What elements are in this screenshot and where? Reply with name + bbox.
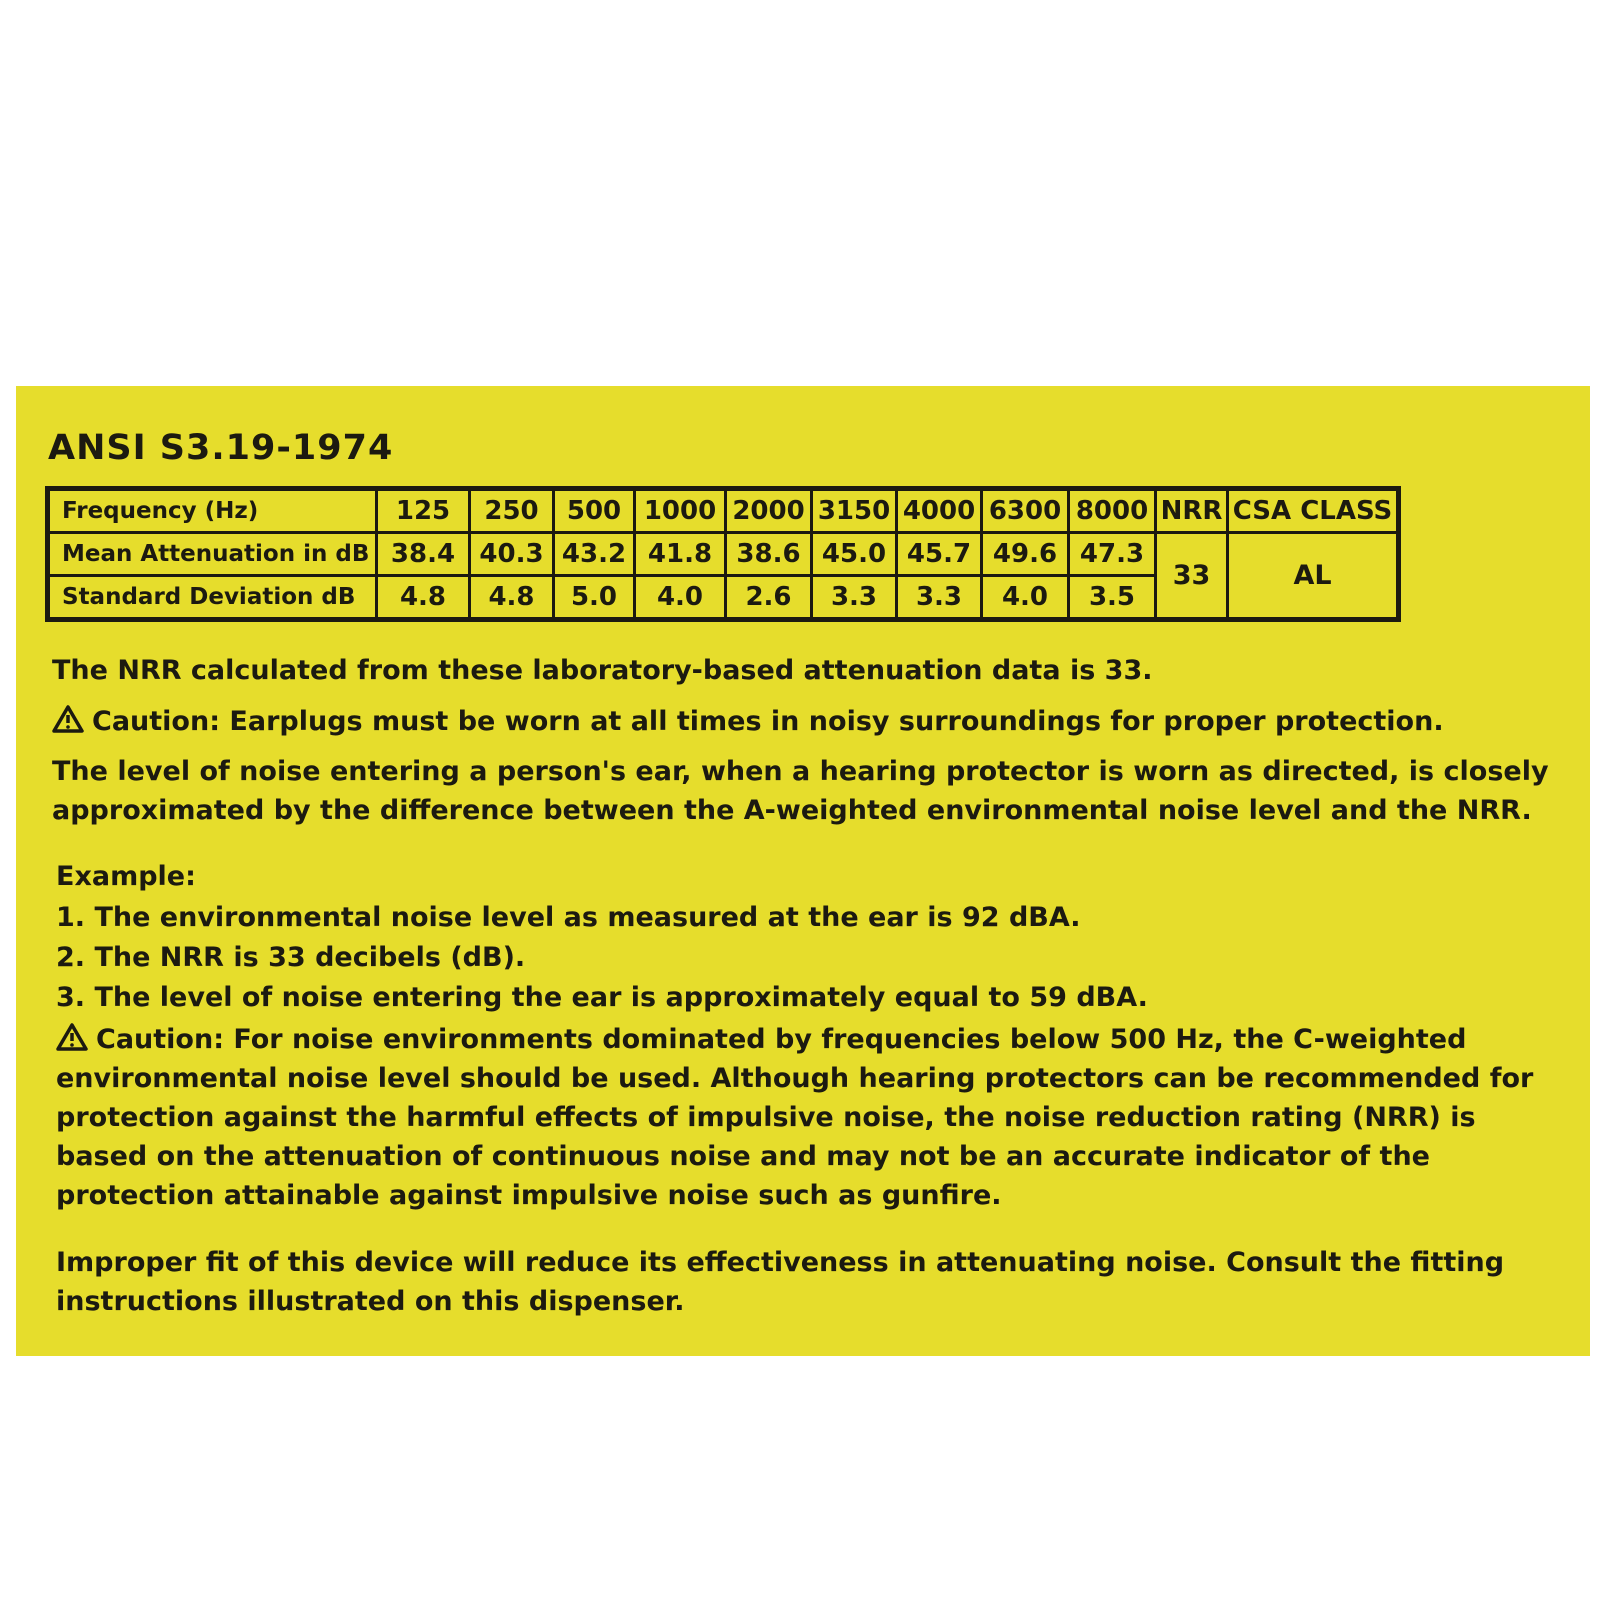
sd-value-cell: 3.5: [1069, 576, 1156, 620]
sd-value-cell: 5.0: [554, 576, 635, 620]
frequency-label: Frequency (Hz): [48, 489, 377, 533]
mean-value-cell: 45.0: [812, 533, 897, 576]
warning-triangle-icon: [52, 705, 84, 733]
sd-value-cell: 4.8: [377, 576, 470, 620]
frequency-cell: 125: [377, 489, 470, 533]
caution-impulsive-noise: [56, 1020, 1566, 1215]
mean-value-cell: 41.8: [635, 533, 726, 576]
nrr-statement: The NRR calculated from these laboratory-based attenuation data is 33.: [52, 655, 1153, 686]
nrr-header: NRR: [1156, 489, 1228, 533]
mean-value-cell: 38.6: [726, 533, 812, 576]
frequency-cell: 2000: [726, 489, 812, 533]
instruction-label: [16, 386, 1590, 1356]
mean-value-cell: 38.4: [377, 533, 470, 576]
mean-attenuation-label: Mean Attenuation in dB: [48, 533, 377, 576]
example-heading: Example:: [56, 861, 196, 892]
example-item: 3. The level of noise entering the ear is approximately equal to 59 dBA.: [56, 982, 1148, 1013]
standard-title: ANSI S3.19-1974: [48, 428, 394, 468]
sd-value-cell: 3.3: [897, 576, 982, 620]
sd-value-cell: 3.3: [812, 576, 897, 620]
csa-class-value: AL: [1228, 533, 1399, 620]
mean-value-cell: 45.7: [897, 533, 982, 576]
csa-class-header: CSA CLASS: [1228, 489, 1399, 533]
frequency-cell: 250: [470, 489, 554, 533]
frequency-cell: 500: [554, 489, 635, 533]
frequency-cell: 8000: [1069, 489, 1156, 533]
mean-attenuation-row: [48, 533, 1399, 576]
frequency-cell: 3150: [812, 489, 897, 533]
mean-value-cell: 47.3: [1069, 533, 1156, 576]
sd-value-cell: 4.0: [635, 576, 726, 620]
standard-deviation-label: Standard Deviation dB: [48, 576, 377, 620]
sd-value-cell: 2.6: [726, 576, 812, 620]
frequency-cell: 1000: [635, 489, 726, 533]
caution-earplugs: [52, 702, 1562, 741]
noise-level-paragraph: The level of noise entering a person's ear, when a hearing protector is worn as directed, is closely approximated by the difference between the A-weighted environmental noise level and the NRR.: [52, 756, 1549, 826]
nrr-value: 33: [1156, 533, 1228, 620]
frequency-cell: 4000: [897, 489, 982, 533]
mean-value-cell: 49.6: [982, 533, 1069, 576]
caution-text: Earplugs must be worn at all times in noisy surroundings for proper protection.: [229, 706, 1444, 737]
sd-value-cell: 4.8: [470, 576, 554, 620]
caution-word: Caution:: [92, 706, 220, 737]
mean-value-cell: 43.2: [554, 533, 635, 576]
caution-text: For noise environments dominated by frequencies below 500 Hz, the C-weighted environmental noise level should be used. Although hearing protectors can be recommended for protection against the harmful effects of impulsive noise, the noise reduction rating (NRR) is based on the attenuation of continuous noise and may not be an accurate indicator of the protection attainable against impulsive noise such as gunfire.: [56, 1024, 1534, 1211]
attenuation-table: [45, 486, 1401, 622]
frequency-row: [48, 489, 1399, 533]
mean-value-cell: 40.3: [470, 533, 554, 576]
improper-fit-paragraph: Improper fit of this device will reduce its effectiveness in attenuating noise. Consult the fitting instructions illustrated on this dispenser.: [56, 1247, 1505, 1317]
caution-word: Caution:: [96, 1024, 224, 1055]
sd-value-cell: 4.0: [982, 576, 1069, 620]
warning-triangle-icon: [56, 1023, 88, 1051]
frequency-cell: 6300: [982, 489, 1069, 533]
example-item: 1. The environmental noise level as measured at the ear is 92 dBA.: [56, 902, 1081, 933]
example-item: 2. The NRR is 33 decibels (dB).: [56, 942, 526, 973]
example-list: [56, 898, 1148, 1018]
